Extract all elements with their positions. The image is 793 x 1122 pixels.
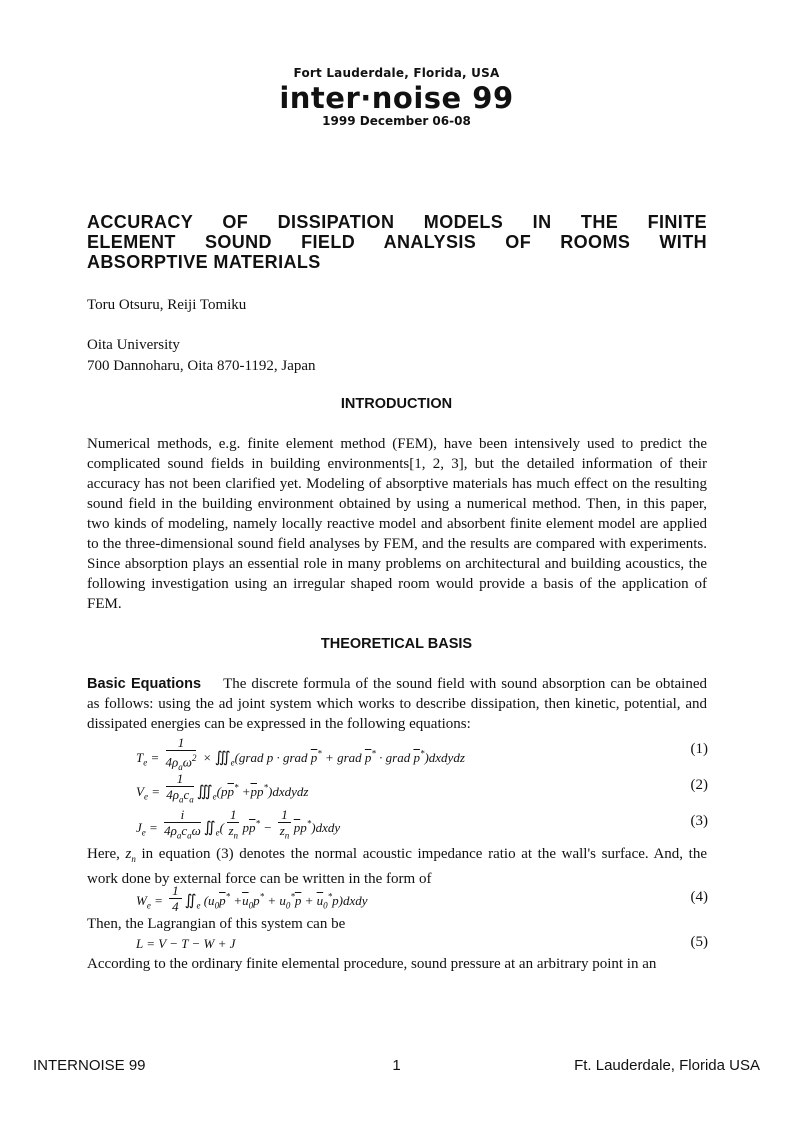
impedance-paragraph: Here, $z_n$ in equation (3) denotes the normal acoustic impedance ratio at the wall's surface. And, the work done by external force can be written in the form of	[87, 846, 707, 887]
footer-left: INTERNOISE 99	[33, 1057, 146, 1074]
lagrangian-intro: Then, the Lagrangian of this system can be	[87, 916, 346, 932]
equation-number-4: (4)	[690, 889, 708, 905]
procedure-text: According to the ordinary finite elemental procedure, sound pressure at an arbitrary point in an	[87, 956, 657, 972]
paper-title	[87, 212, 707, 272]
conference-location: Fort Lauderdale, Florida, USA	[293, 66, 500, 80]
equation-number-1: (1)	[690, 741, 708, 757]
address: 700 Dannoharu, Oita 870-1192, Japan	[87, 358, 316, 374]
title-line-3: ABSORPTIVE MATERIALS	[87, 252, 321, 272]
equation-2: $V_e$ = $\frac{1}{4\rho_ac_a}$ $∭_e(p\overline{p}^*$ $+\overline{p}p^*)dxdydz$ (2)	[136, 771, 708, 805]
impedance-text-a: Here,	[87, 846, 126, 862]
conference-header	[0, 66, 793, 128]
conference-dates: 1999 December 06-08	[322, 114, 471, 128]
equation-4: $W_e$ = $\frac{1}{4}$ $∬_e$ ($u_0\overline{p}^* +\overline{u}_0p^* + u_0^*\overline{p}$ + $\overline{u}_0^*p)dxdy$ (4)	[136, 883, 708, 914]
title-line-1: ACCURACY OF DISSIPATION MODELS IN THE FINITE	[87, 212, 707, 232]
institution: Oita University	[87, 337, 180, 353]
title-line-2: ELEMENT SOUND FIELD ANALYSIS OF ROOMS WITH	[87, 232, 707, 252]
equation-3: $J_e$ = $\frac{i}{4\rho_ac_a\omega}$ $∬_e$( $\frac{1}{z_n}$ $p\overline{p}^*$ − $\frac{1}{z_n}$ $\overline{p}p^*)dxdy$ (3)	[136, 807, 708, 841]
theory-heading: THEORETICAL BASIS	[320, 636, 473, 652]
introduction-text: Numerical methods, e.g. finite element method (FEM), have been intensively used to predict the complicated sound fields in building environments[1, 2, 3], but the detailed information of their accuracy has not been clarified yet. Modeling of absorptive materials has much effect on the resulting sound field in the building environment obtained by using a numerical method. Then, in this paper, two kinds of modeling, namely locally reactive model and absorbent finite element model are applied to the three-dimensional sound field analyses by FEM, and the results are compared with experiments. Since absorption plays an essential role in many problems on architectural and building acoustics, the following investigation using an irregular shaped room would provide a basis of the application of FEM.	[87, 436, 707, 612]
affiliation	[87, 335, 316, 377]
equation-1: $T_e$ = $\frac{1}{4\rho_a\omega^2}$ × $∭_e(grad$ p · grad $\overline{p}^*$ + grad $\overline{p}^*$ · grad $\overline{p}^*)dxdydz$ (1)	[136, 735, 708, 772]
authors: Toru Otsuru, Reiji Tomiku	[87, 297, 247, 313]
equation-number-3: (3)	[690, 813, 708, 829]
equation-number-5: (5)	[690, 934, 708, 950]
footer-right: Ft. Lauderdale, Florida USA	[574, 1057, 760, 1074]
basic-equations-subheading: Basic Equations	[87, 676, 202, 692]
equation-5: L = V − T − W + J (5)	[136, 934, 708, 951]
impedance-text-b: in equation (3) denotes the normal acoustic impedance ratio at the wall's surface. And, the work done by external force can be written in the form of	[87, 846, 707, 887]
page-number: 1	[392, 1057, 401, 1074]
conference-logo: inter·noise 99	[279, 81, 514, 115]
basic-equations-text: The discrete formula of the sound field with sound absorption can be obtained as follows: using the ad joint system which works to describe dissipation, then kinetic, potential, and dissipated energies can be expressed in the following equations:	[87, 676, 708, 732]
basic-equations-paragraph	[87, 674, 707, 734]
introduction-heading: INTRODUCTION	[340, 396, 453, 412]
equation-number-2: (2)	[690, 777, 708, 793]
